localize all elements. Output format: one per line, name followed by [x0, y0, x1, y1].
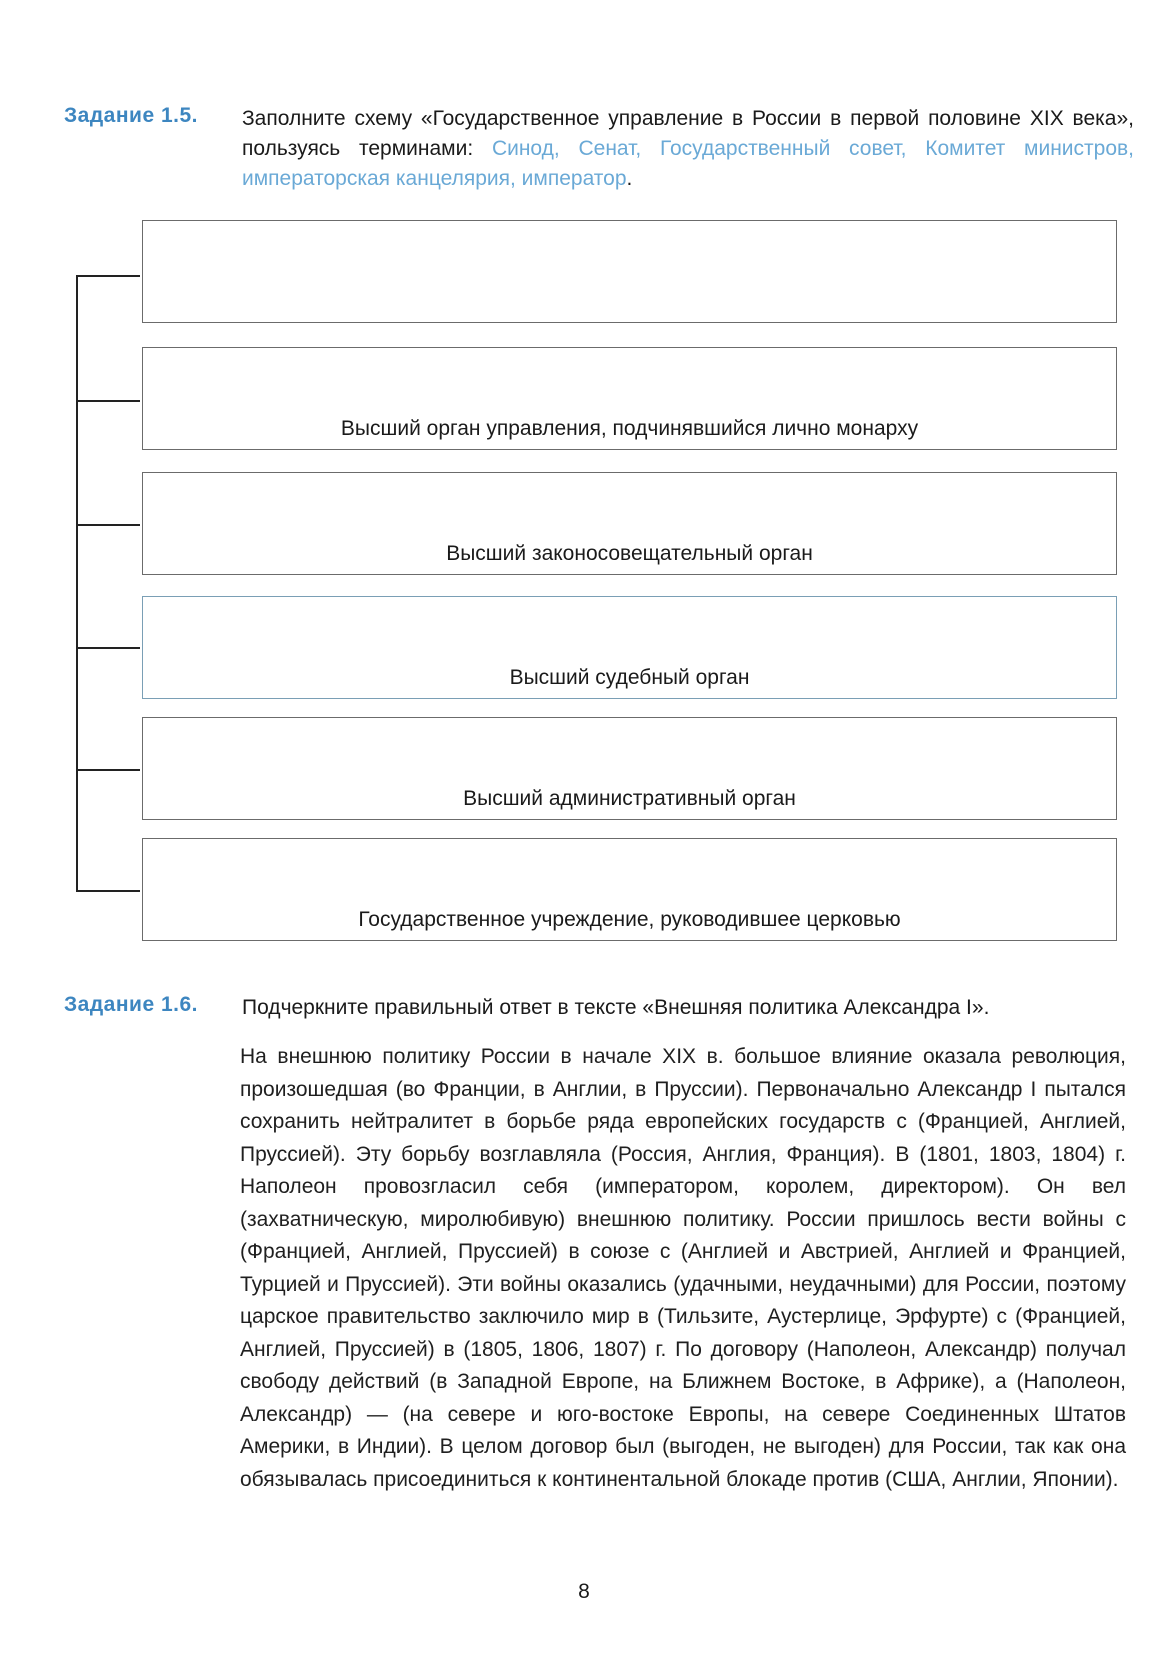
scheme-box-state-council[interactable]: [142, 472, 1117, 575]
scheme-connector: [76, 647, 140, 649]
scheme-connector: [76, 769, 140, 771]
box-caption: Высший судебный орган: [509, 666, 750, 689]
scheme-box-emperor[interactable]: [142, 220, 1117, 323]
box-caption: Высший административный орган: [463, 787, 796, 810]
scheme-connector: [76, 400, 140, 402]
page-number: 8: [578, 1580, 590, 1603]
terms-list: Синод, Сенат, Государственный совет, Комитет министров, императорская канцелярия, император: [242, 137, 1135, 190]
terms-end: .: [626, 167, 633, 190]
scheme-connector: [76, 890, 140, 892]
task-instruction: Подчеркните правильный ответ в тексте «Внешняя политика Александра I».: [242, 996, 990, 1019]
scheme-box-chancellery[interactable]: [142, 347, 1117, 450]
scheme-connector: [76, 524, 140, 526]
task-instruction: [242, 104, 1134, 194]
scheme-bracket-line: [76, 276, 78, 892]
instruction-text: Заполните схему «Государственное управление в России в первой половине XIX века», пользуясь терминами:: [242, 107, 1134, 160]
scheme-box-senate[interactable]: [142, 596, 1117, 699]
task-label: Задание 1.6.: [64, 993, 198, 1016]
box-caption: Высший орган управления, подчинявшийся лично монарху: [340, 417, 919, 440]
scheme-box-committee[interactable]: [142, 717, 1117, 820]
box-caption: Государственное учреждение, руководившее церковью: [358, 908, 901, 931]
scheme-box-synod[interactable]: [142, 838, 1117, 941]
foreign-policy-text[interactable]: На внешнюю политику России в начале XIX в. большое влияние оказала революция, произошедшая (во Франции, в Англии, в Пруссии). Первоначально Александр I пытался сохранить нейтралитет в борьбе ряда европейских государств с (Францией, Англией, Пруссией). Эту борьбу возглавляла (Россия, Англия, Франция). В (1801, 1803, 1804) г. Наполеон провозгласил себя (императором, королем, директором). Он вел (захватническую, миролюбивую) внешнюю политику. России пришлось вести войны с (Францией, Англией, Пруссией) в союзе с (Англией и Австрией, Англией и Францией, Турцией и Пруссией). Эти войны оказались (удачными, неудачными) для России, поэтому царское правительство заключило мир в (Тильзите, Аустерлице, Эрфурте) с (Францией, Англией, Пруссией) в (1805, 1806, 1807) г. По договору (Наполеон, Александр) получал свободу действий (в Западной Европе, на Ближнем Востоке, в Африке), а (Наполеон, Александр) — (на севере и юго-востоке Европы, на севере Соединенных Штатов Америки, в Индии). В целом договор был (выгоден, не выгоден) для России, так как она обязывалась присоединиться к континентальной блокаде против (США, Англии, Японии).: [240, 1045, 1126, 1491]
box-caption: Высший законосовещательный орган: [446, 542, 813, 565]
scheme-connector: [76, 275, 140, 277]
task-label: Задание 1.5.: [64, 104, 198, 127]
